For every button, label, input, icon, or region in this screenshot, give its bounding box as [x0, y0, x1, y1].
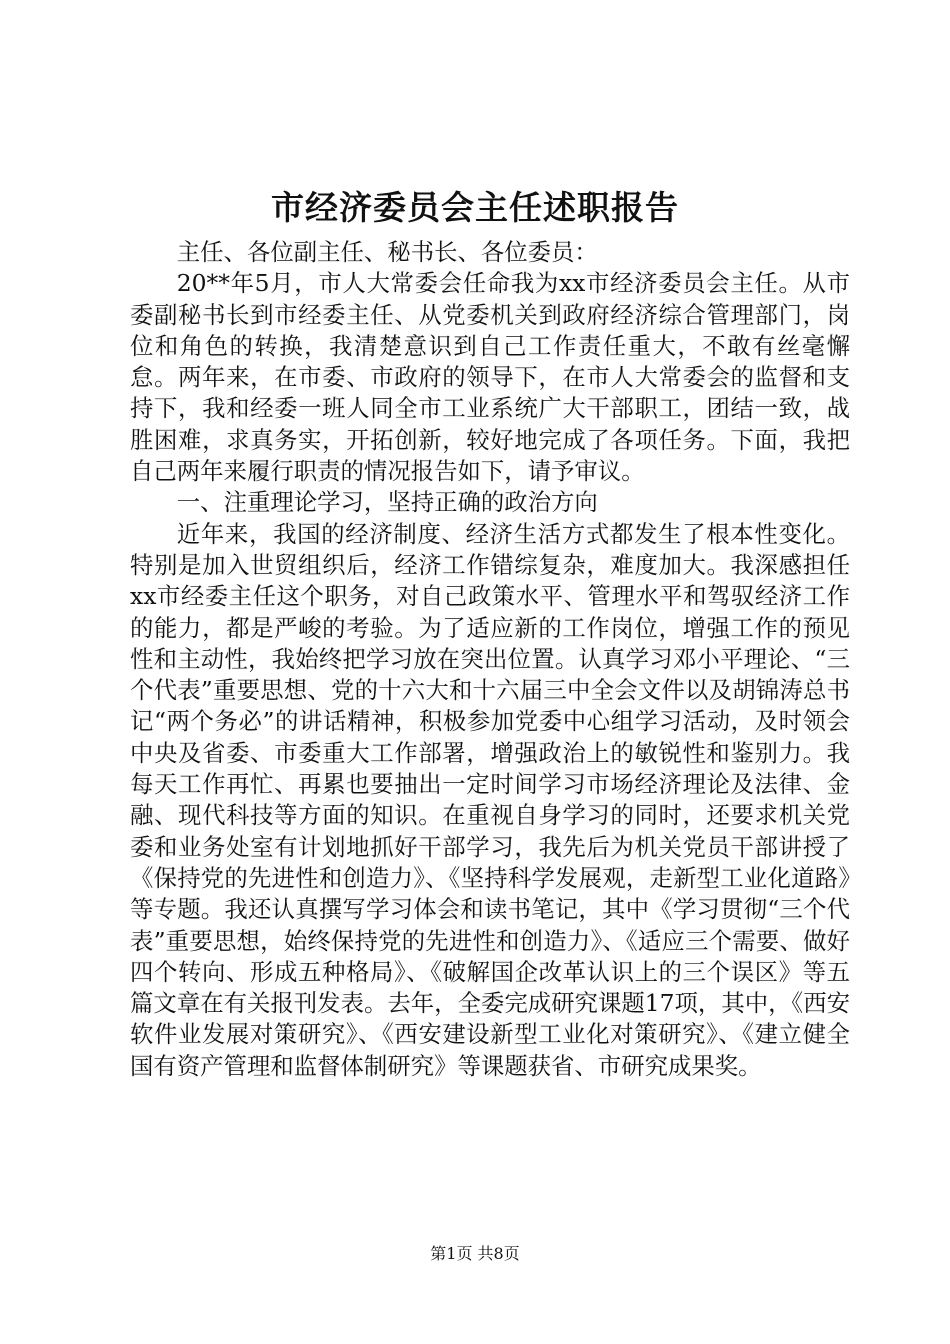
section-heading: 一、注重理论学习，坚持正确的政治方向: [176, 488, 598, 517]
document-title: 市经济委员会主任述职报告: [271, 188, 679, 227]
document-body: [130, 237, 850, 1082]
intro-paragraph: 20**年5月，市人大常委会任命我为xx市经济委员会主任。从市委副秘书长到市经委主任、从党委机关到政府经济综合管理部门，岗位和角色的转换，我清楚意识到自己工作责任重大，不敢有丝毫懈怠。两年来，在市委、市政府的领导下，在市人大常委会的监督和支持下，我和经委一班人同全市工业系统广大干部职工，团结一致，战胜困难，求真务实，开拓创新，较好地完成了各项任务。下面，我把自己两年来履行职责的情况报告如下，请予审议。: [130, 269, 850, 486]
page-footer: 第1页 共8页: [430, 1244, 520, 1263]
section-paragraph: 近年来，我国的经济制度、经济生活方式都发生了根本性变化。特别是加入世贸组织后，经济工作错综复杂，难度加大。我深感担任xx市经委主任这个职务，对自己政策水平、管理水平和驾驭经济工作的能力，都是严峻的考验。为了适应新的工作岗位，增强工作的预见性和主动性，我始终把学习放在突出位置。认真学习邓小平理论、“三个代表”重要思想、党的十六大和十六届三中全会文件以及胡锦涛总书记“两个务必”的讲话精神，积极参加党委中心组学习活动，及时领会中央及省委、市委重大工作部署，增强政治上的敏锐性和鉴别力。我每天工作再忙、再累也要抽出一定时间学习市场经济理论及法律、金融、现代科技等方面的知识。在重视自身学习的同时，还要求机关党委和业务处室有计划地抓好干部学习，我先后为机关党员干部讲授了《保持党的先进性和创造力》、《坚持科学发展观，走新型工业化道路》等专题。我还认真撰写学习体会和读书笔记，其中《学习贯彻“三个代表”重要思想，始终保持党的先进性和创造力》、《适应三个需要、做好四个转向、形成五种格局》、《破解国企改革认识上的三个误区》等五篇文章在有关报刊发表。去年，全委完成研究课题17项，其中，《西安软件业发展对策研究》、《西安建设新型工业化对策研究》、《建立健全国有资产管理和监督体制研究》等课题获省、市研究成果奖。: [130, 519, 850, 1080]
salutation-paragraph: 主任、各位副主任、秘书长、各位委员：: [176, 238, 598, 266]
